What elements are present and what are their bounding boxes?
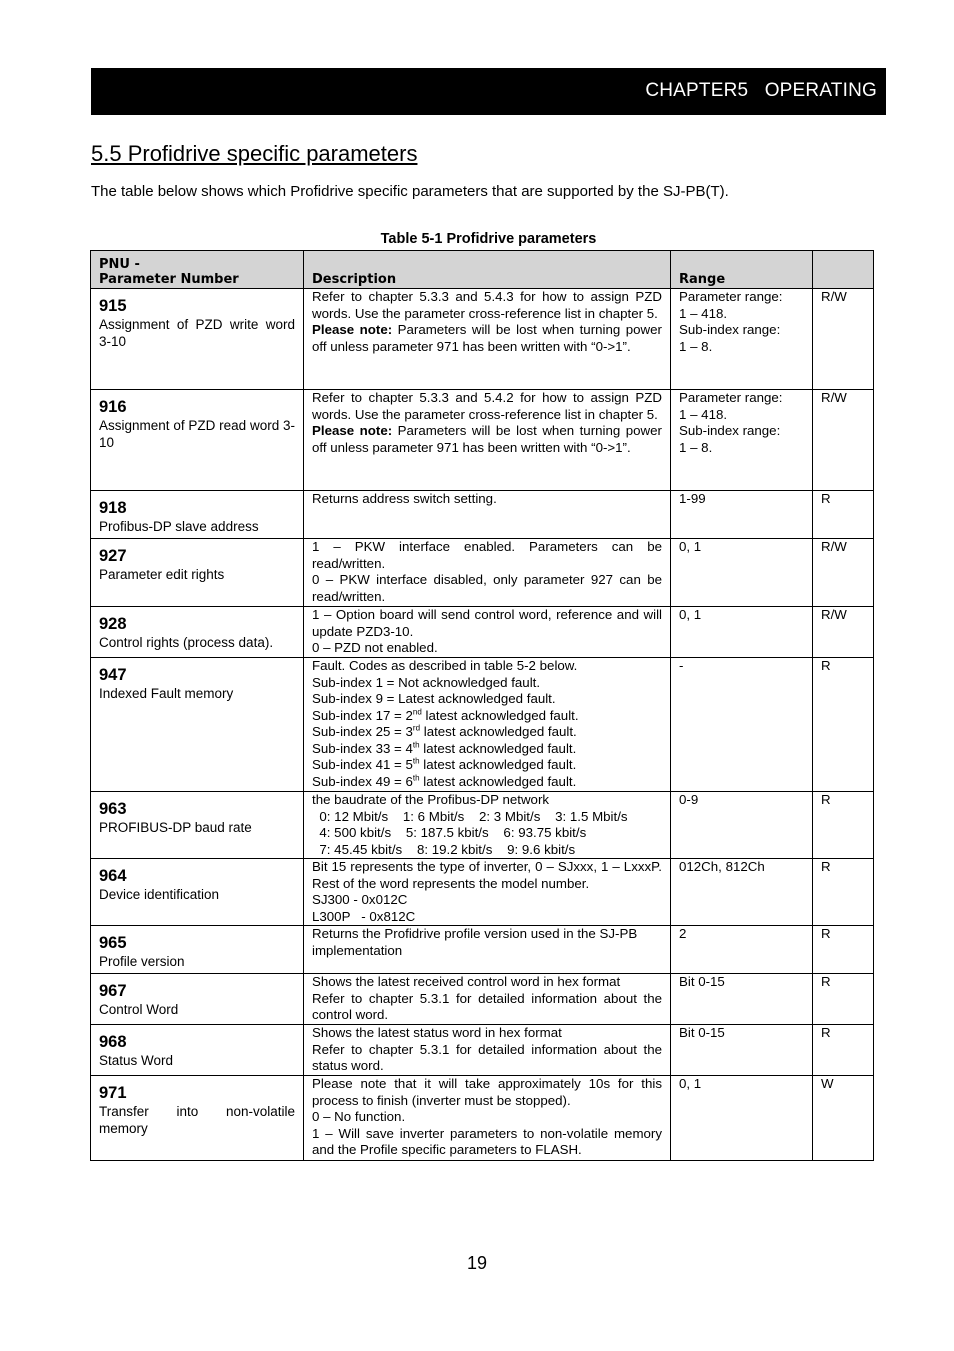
pnu-cell: [91, 491, 304, 539]
range-line: 1-99: [679, 491, 706, 506]
table-row: [91, 1025, 874, 1076]
section-title: 5.5 Profidrive specific parameters: [91, 141, 418, 166]
pnu-cell: [91, 607, 304, 658]
description-cell: [304, 859, 671, 926]
description-text: 0 – PZD not enabled.: [312, 640, 438, 655]
description-line: [312, 974, 662, 991]
description-line: [312, 859, 662, 892]
description-text: Sub-index 41 = 5: [312, 757, 413, 772]
description-line: [312, 757, 662, 774]
description-text: latest acknowledged fault.: [420, 724, 577, 739]
description-text: 7: 45.45 kbit/s 8: 19.2 kbit/s 9: 9.6 kbit/s: [312, 841, 576, 857]
parameter-number: 963: [99, 800, 127, 818]
header-pnu-line2: Parameter Number: [99, 272, 239, 287]
description-text: 1 – PKW interface enabled. Parameters can be read/written.: [312, 539, 662, 571]
pnu-cell: [91, 289, 304, 390]
range-line: 012Ch, 812Ch: [679, 859, 765, 874]
parameter-name: Control rights (process data).: [99, 635, 274, 650]
range-cell: [671, 658, 813, 792]
range-cell: [671, 1076, 813, 1161]
description-cell: [304, 974, 671, 1025]
access-cell: R: [813, 1025, 874, 1076]
description-text: Refer to chapter 5.3.3 and 5.4.2 for how to assign PZD words. Use the parameter cross-reference list in chapter 5.: [312, 390, 662, 422]
description-cell: [304, 658, 671, 792]
description-line: [312, 892, 662, 909]
parameter-number: 971: [99, 1084, 127, 1102]
description-line: [312, 607, 662, 640]
ordinal-suffix: th: [412, 756, 420, 766]
range-cell: [671, 289, 813, 390]
table-row: [91, 607, 874, 658]
description-line: [312, 991, 662, 1024]
table-row: [91, 289, 874, 390]
page-number: 19: [466, 1253, 488, 1273]
description-text: Fault. Codes as described in table 5-2 below.: [312, 658, 578, 673]
description-cell: [304, 1025, 671, 1076]
description-text: Shows the latest status word in hex format: [312, 1025, 562, 1040]
description-line: [312, 572, 662, 605]
description-text: 0: 12 Mbit/s 1: 6 Mbit/s 2: 3 Mbit/s 3: 1.5 Mbit/s: [312, 808, 628, 824]
range-cell: [671, 792, 813, 859]
range-line: 1 – 418.: [679, 305, 728, 321]
header-pnu-line1: PNU -: [99, 257, 140, 272]
table-row: [91, 926, 874, 974]
description-line: [312, 539, 662, 572]
intro-paragraph: The table below shows which Profidrive specific parameters that are supported by the SJ-PB(T).: [91, 183, 729, 200]
range-cell: [671, 859, 813, 926]
note-label: Please note:: [312, 423, 393, 438]
range-cell: [671, 926, 813, 974]
parameter-name: Transfer into non-volatile memory: [99, 1104, 295, 1136]
description-line: [312, 491, 662, 508]
parameter-name: Parameter edit rights: [99, 567, 225, 582]
parameter-name: Profibus-DP slave address: [99, 519, 259, 534]
description-line: [312, 1126, 662, 1159]
range-line: 2: [679, 926, 687, 941]
table-row: [91, 859, 874, 926]
table-body: [91, 289, 874, 1161]
description-line: [312, 1042, 662, 1075]
description-text: 1 – Will save inverter parameters to non-volatile memory and the Profile specific parameters to FLASH.: [312, 1125, 662, 1157]
description-text: 4: 500 kbit/s 5: 187.5 kbit/s 6: 93.75 kbit/s: [312, 825, 587, 840]
note-label: Please note:: [312, 322, 393, 337]
description-text: the baudrate of the Profibus-DP network: [312, 792, 550, 807]
range-line: Parameter range:: [679, 390, 783, 405]
header-description: Description: [304, 251, 671, 289]
description-text: SJ300 - 0x012C: [312, 892, 408, 907]
table-row: [91, 792, 874, 859]
description-text: Parameters will be lost when turning power off unless parameter 971 has been written with “0->1”.: [312, 423, 662, 455]
description-line: [312, 724, 662, 741]
parameter-number: 915: [99, 297, 127, 315]
description-text: 0 – No function.: [312, 1109, 406, 1124]
description-line: [312, 809, 662, 826]
parameter-name: Assignment of PZD write word 3-10: [99, 317, 295, 349]
description-text: Refer to chapter 5.3.1 for detailed information about the status word.: [312, 1041, 662, 1073]
profidrive-parameters-table: [90, 250, 874, 1161]
parameter-number: 927: [99, 547, 127, 565]
pnu-cell: [91, 792, 304, 859]
table-caption: Table 5-1 Profidrive parameters: [380, 231, 597, 247]
description-line: [312, 909, 662, 926]
table-header-row: [91, 251, 874, 289]
access-cell: R: [813, 859, 874, 926]
access-cell: R: [813, 491, 874, 539]
access-cell: W: [813, 1076, 874, 1161]
table-row: [91, 658, 874, 792]
access-cell: R/W: [813, 390, 874, 491]
description-text: Sub-index 25 = 3: [312, 724, 413, 739]
range-cell: [671, 390, 813, 491]
description-text: latest acknowledged fault.: [421, 707, 579, 723]
description-cell: [304, 491, 671, 539]
description-text: Sub-index 49 = 6: [312, 773, 413, 789]
pnu-cell: [91, 926, 304, 974]
range-line: 1 – 8.: [679, 439, 713, 455]
table-row: [91, 390, 874, 491]
range-line: Sub-index range:: [679, 322, 781, 337]
description-text: Sub-index 9 = Latest acknowledged fault.: [312, 691, 556, 706]
description-text: 1 – Option board will send control word, reference and will update PZD3-10.: [312, 607, 662, 639]
description-text: Refer to chapter 5.3.3 and 5.4.3 for how to assign PZD words. Use the parameter cross-reference list in chapter 5.: [312, 289, 662, 321]
parameter-number: 968: [99, 1033, 127, 1051]
description-text: 0 – PKW interface disabled, only parameter 927 can be read/written.: [312, 572, 662, 604]
description-text: Sub-index 1 = Not acknowledged fault.: [312, 674, 541, 690]
range-line: 0, 1: [679, 539, 702, 554]
range-line: Parameter range:: [679, 289, 783, 304]
description-text: Returns address switch setting.: [312, 491, 497, 506]
pnu-cell: [91, 1025, 304, 1076]
description-line: [312, 423, 662, 456]
pnu-cell: [91, 859, 304, 926]
description-text: latest acknowledged fault.: [419, 757, 577, 772]
description-line: [312, 1025, 662, 1042]
access-cell: R: [813, 974, 874, 1025]
description-line: [312, 774, 662, 791]
description-text: Parameters will be lost when turning power off unless parameter 971 has been written with “0->1”.: [312, 322, 662, 354]
description-cell: [304, 1076, 671, 1161]
pnu-cell: [91, 1076, 304, 1161]
description-text: Sub-index 17 = 2: [312, 707, 413, 723]
description-line: [312, 708, 662, 725]
description-text: L300P - 0x812C: [312, 908, 416, 924]
description-line: [312, 675, 662, 692]
ordinal-suffix: th: [412, 773, 420, 783]
description-line: [312, 926, 662, 959]
pnu-cell: [91, 390, 304, 491]
description-line: [312, 658, 662, 675]
description-text: Refer to chapter 5.3.1 for detailed information about the control word.: [312, 990, 662, 1022]
range-line: 0, 1: [679, 607, 702, 622]
range-line: 0-9: [679, 792, 699, 807]
pnu-cell: [91, 539, 304, 607]
header-pnu: [91, 251, 304, 289]
range-cell: [671, 491, 813, 539]
access-cell: R: [813, 926, 874, 974]
pnu-cell: [91, 974, 304, 1025]
description-cell: [304, 607, 671, 658]
description-line: [312, 691, 662, 708]
range-line: 1 – 8.: [679, 338, 713, 354]
parameter-number: 928: [99, 615, 127, 633]
description-line: [312, 640, 662, 657]
description-line: [312, 842, 662, 859]
header-range: Range: [671, 251, 813, 289]
parameter-number: 967: [99, 982, 127, 1000]
range-line: -: [679, 658, 684, 673]
description-text: Bit 15 represents the type of inverter, 0 – SJxxx, 1 – LxxxP. Rest of the word represents the model number.: [312, 859, 662, 891]
description-cell: [304, 390, 671, 491]
description-cell: [304, 539, 671, 607]
table-row: [91, 539, 874, 607]
range-line: 0, 1: [679, 1076, 702, 1091]
header-access: [813, 251, 874, 289]
range-cell: [671, 539, 813, 607]
range-line: 1 – 418.: [679, 406, 728, 422]
parameter-name: Profile version: [99, 954, 185, 969]
description-line: [312, 1109, 662, 1126]
range-cell: [671, 974, 813, 1025]
description-line: [312, 741, 662, 758]
access-cell: R/W: [813, 607, 874, 658]
description-cell: [304, 926, 671, 974]
access-cell: R: [813, 658, 874, 792]
parameter-number: 947: [99, 666, 127, 684]
description-line: [312, 792, 662, 809]
parameter-name: Assignment of PZD read word 3-10: [99, 418, 295, 450]
parameter-name: PROFIBUS-DP baud rate: [99, 820, 252, 835]
parameter-number: 964: [99, 867, 127, 885]
table-row: [91, 491, 874, 539]
description-line: [312, 390, 662, 423]
parameter-name: Device identification: [99, 887, 220, 902]
parameter-number: 965: [99, 934, 127, 952]
access-cell: R/W: [813, 539, 874, 607]
description-text: Shows the latest received control word in hex format: [312, 974, 621, 989]
parameter-number: 916: [99, 398, 127, 416]
chapter-title: CHAPTER5 OPERATING: [645, 80, 877, 101]
ordinal-suffix: rd: [412, 723, 421, 733]
description-text: Please note that it will take approximately 10s for this process to finish (inverter must be stopped).: [312, 1076, 662, 1108]
parameter-number: 918: [99, 499, 127, 517]
description-cell: [304, 792, 671, 859]
description-line: [312, 825, 662, 842]
ordinal-suffix: nd: [412, 707, 422, 717]
table-row: [91, 974, 874, 1025]
chapter-header-bar: [91, 68, 886, 115]
range-cell: [671, 1025, 813, 1076]
description-text: Sub-index 33 = 4: [312, 740, 413, 756]
range-line: Bit 0-15: [679, 974, 725, 989]
description-line: [312, 289, 662, 322]
ordinal-suffix: th: [412, 740, 420, 750]
pnu-cell: [91, 658, 304, 792]
description-cell: [304, 289, 671, 390]
description-line: [312, 1076, 662, 1109]
description-text: latest acknowledged fault.: [419, 740, 577, 756]
range-cell: [671, 607, 813, 658]
parameter-name: Indexed Fault memory: [99, 686, 234, 701]
description-text: Returns the Profidrive profile version used in the SJ-PB implementation: [312, 926, 638, 958]
range-line: Bit 0-15: [679, 1025, 725, 1040]
access-cell: R/W: [813, 289, 874, 390]
table-row: [91, 1076, 874, 1161]
parameter-name: Status Word: [99, 1053, 174, 1068]
description-line: [312, 322, 662, 355]
parameter-name: Control Word: [99, 1002, 179, 1017]
range-line: Sub-index range:: [679, 423, 781, 438]
access-cell: R: [813, 792, 874, 859]
description-text: latest acknowledged fault.: [419, 773, 577, 789]
